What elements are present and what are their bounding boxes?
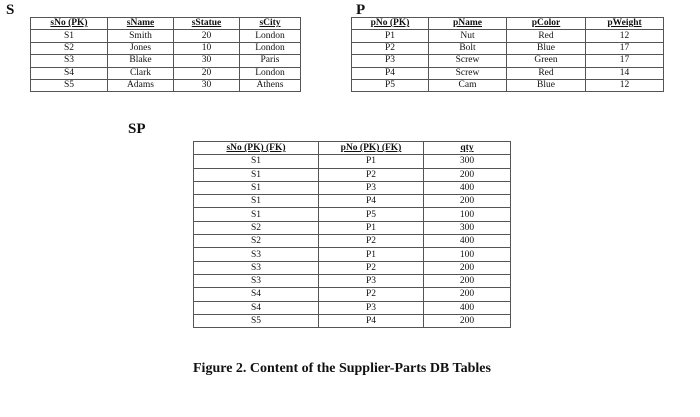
p-table-row [352,79,664,91]
s-table-row [31,30,301,42]
p-table-row [352,67,664,79]
p-table-cell: 12 [586,30,664,42]
sp-table-cell: S5 [194,314,319,327]
sp-table-cell: P1 [319,221,424,234]
s-table-cell: Adams [108,79,174,91]
p-table-cell: Green [507,55,586,67]
s-table-cell: Smith [108,30,174,42]
p-table-row [352,42,664,54]
s-table-row [31,67,301,79]
sp-table-cell: 200 [424,314,511,327]
s-table-cell: S2 [31,42,108,54]
sp-table-cell: P5 [319,208,424,221]
s-table-cell: London [240,30,301,42]
sp-table-row [194,155,511,168]
sp-table-cell: S3 [194,261,319,274]
p-table-cell: Bolt [429,42,507,54]
sp-table-cell: S1 [194,195,319,208]
sp-table-row [194,288,511,301]
s-table-row [31,55,301,67]
p-table-cell: Blue [507,42,586,54]
p-table-row [352,55,664,67]
sp-table-row [194,181,511,194]
s-table-cell: Jones [108,42,174,54]
sp-table-cell: P4 [319,314,424,327]
sp-table-cell: 200 [424,195,511,208]
sp-table-cell: S1 [194,181,319,194]
p-table-cell: Cam [429,79,507,91]
p-table-row [352,30,664,42]
sp-table-cell: P3 [319,181,424,194]
sp-table-row [194,261,511,274]
sp-table-cell: P4 [319,195,424,208]
sp-table-cell: P2 [319,288,424,301]
s-table-cell: London [240,42,301,54]
sp-table-cell: S1 [194,155,319,168]
sp-table-cell: 100 [424,208,511,221]
p-table-cell: P5 [352,79,429,91]
s-table-header-cell: sNo (PK) [31,18,108,30]
sp-table-cell: 300 [424,221,511,234]
s-table [30,17,301,92]
s-table-cell: Paris [240,55,301,67]
sp-table-cell: S2 [194,235,319,248]
s-table-cell: S3 [31,55,108,67]
sp-table-cell: P2 [319,235,424,248]
s-table-cell: Athens [240,79,301,91]
s-table-cell: Blake [108,55,174,67]
s-table-cell: London [240,67,301,79]
sp-table-cell: S3 [194,274,319,287]
sp-table-cell: S1 [194,208,319,221]
sp-table-cell: P1 [319,155,424,168]
sp-table-row [194,168,511,181]
sp-table-cell: P2 [319,261,424,274]
p-table-header-cell: pName [429,18,507,30]
s-table-row [31,42,301,54]
sp-table-row [194,208,511,221]
p-table-cell: Red [507,67,586,79]
sp-table-cell: 100 [424,248,511,261]
s-table-row [31,79,301,91]
s-table-header-cell: sStatue [174,18,240,30]
sp-table-header-row [194,142,511,155]
sp-table-cell: S4 [194,301,319,314]
s-table-title: S [6,2,15,18]
sp-table-cell: 200 [424,288,511,301]
sp-table-header-cell: sNo (PK) (FK) [194,142,319,155]
sp-table-cell: 200 [424,274,511,287]
sp-table-cell: P3 [319,274,424,287]
s-table-cell: S5 [31,79,108,91]
p-table-header-cell: pWeight [586,18,664,30]
sp-table-cell: 400 [424,235,511,248]
sp-table-cell: 200 [424,168,511,181]
p-table-cell: 17 [586,55,664,67]
sp-table-row [194,314,511,327]
p-table-header-cell: pColor [507,18,586,30]
p-table-cell: Blue [507,79,586,91]
sp-table [193,141,511,328]
sp-table-row [194,235,511,248]
sp-table-cell: P1 [319,248,424,261]
p-table-header-cell: pNo (PK) [352,18,429,30]
s-table-cell: S1 [31,30,108,42]
p-table-cell: 17 [586,42,664,54]
s-table-cell: 10 [174,42,240,54]
sp-table-cell: 200 [424,261,511,274]
p-table-cell: P4 [352,67,429,79]
sp-table-header-cell: pNo (PK) (FK) [319,142,424,155]
p-table-cell: Nut [429,30,507,42]
s-table-header-row [31,18,301,30]
sp-table-cell: S3 [194,248,319,261]
sp-table-cell: P3 [319,301,424,314]
p-table-cell: Screw [429,67,507,79]
sp-table-cell: S2 [194,221,319,234]
p-table-cell: Screw [429,55,507,67]
s-table-header-cell: sCity [240,18,301,30]
s-table-cell: 30 [174,55,240,67]
sp-table-cell: 300 [424,155,511,168]
sp-table-row [194,195,511,208]
sp-table-row [194,301,511,314]
p-table-cell: P1 [352,30,429,42]
figure-caption: Figure 2. Content of the Supplier-Parts DB Tables [193,361,491,376]
s-table-cell: Clark [108,67,174,79]
sp-table-cell: 400 [424,301,511,314]
p-table-cell: 12 [586,79,664,91]
s-table-cell: 20 [174,67,240,79]
sp-table-cell: S4 [194,288,319,301]
sp-table-row [194,248,511,261]
s-table-cell: 20 [174,30,240,42]
sp-table-cell: S1 [194,168,319,181]
s-table-header-cell: sName [108,18,174,30]
s-table-cell: S4 [31,67,108,79]
p-table-cell: Red [507,30,586,42]
sp-table-title: SP [128,121,146,137]
sp-table-cell: 400 [424,181,511,194]
sp-table-header-cell: qty [424,142,511,155]
p-table [351,17,664,92]
p-table-header-row [352,18,664,30]
p-table-cell: 14 [586,67,664,79]
sp-table-cell: P2 [319,168,424,181]
p-table-title: P [356,2,366,18]
p-table-cell: P3 [352,55,429,67]
s-table-cell: 30 [174,79,240,91]
sp-table-row [194,221,511,234]
sp-table-row [194,274,511,287]
p-table-cell: P2 [352,42,429,54]
